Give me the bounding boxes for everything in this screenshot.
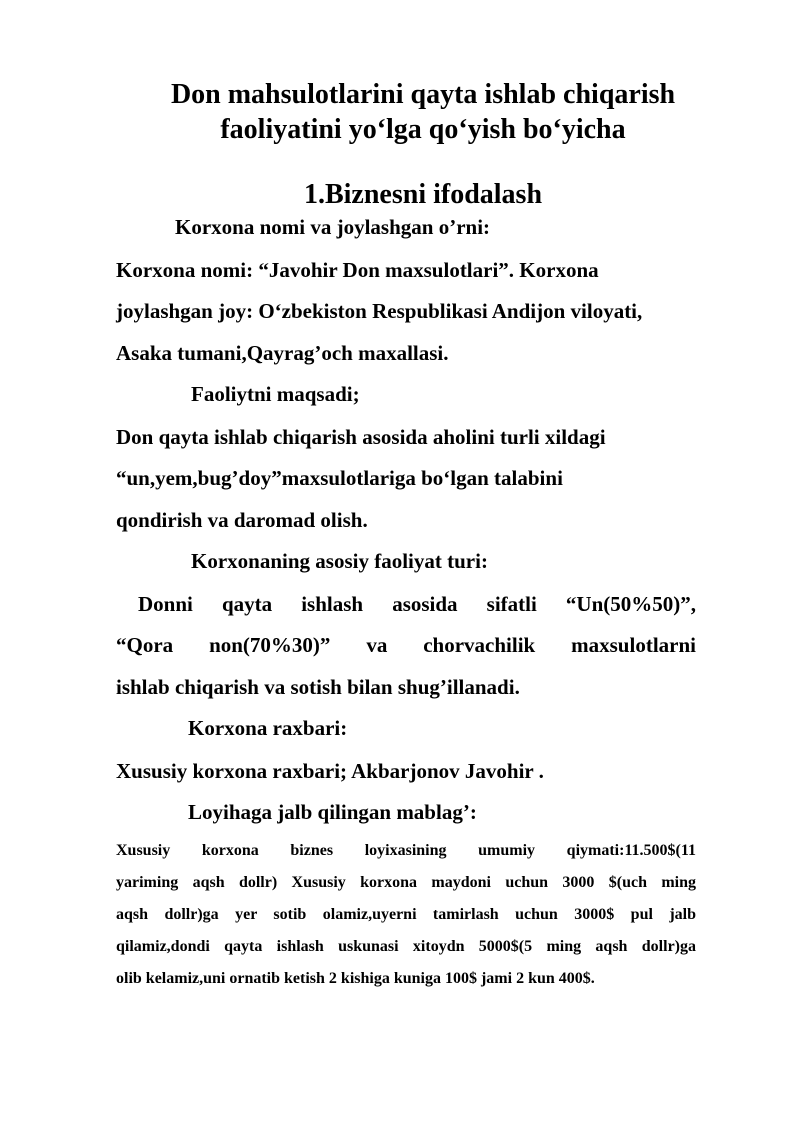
- paragraph-location-line-2: joylashgan joy: O‘zbekiston Respublikasi Andijon viloyati,: [116, 299, 643, 323]
- heading-activity: Korxonaning asosiy faoliyat turi:: [191, 549, 488, 573]
- heading-funds: Loyihaga jalb qilingan mablag’:: [188, 800, 477, 824]
- paragraph-head: Xususiy korxona raxbari; Akbarjonov Javohir .: [116, 759, 544, 783]
- paragraph-funds-line-5: olib kelamiz,uni ornatib ketish 2 kishiga kuniga 100$ jami 2 kun 400$.: [116, 970, 595, 987]
- paragraph-goal-line-2: “un,yem,bug’doy”maxsulotlariga bo‘lgan talabini: [116, 466, 563, 490]
- heading-goal: Faoliytni maqsadi;: [191, 382, 360, 406]
- section-title: 1.Biznesni ifodalash: [303, 179, 543, 210]
- document-title-line-2: faoliyatini yo‘lga qo‘yish bo‘yicha: [220, 114, 626, 145]
- paragraph-funds-line-1: Xususiy korxona biznes loyixasining umumiy qiymati:11.500$(11: [116, 842, 696, 859]
- paragraph-goal-line-3: qondirish va daromad olish.: [116, 508, 368, 532]
- heading-head: Korxona raxbari:: [188, 716, 348, 740]
- paragraph-activity-line-2: “Qora non(70%30)” va chorvachilik maxsulotlarni: [116, 633, 696, 657]
- document-title-line-1: Don mahsulotlarini qayta ishlab chiqarish: [170, 79, 676, 110]
- paragraph-location-line-3: Asaka tumani,Qayrag’och maxallasi.: [116, 341, 449, 365]
- paragraph-activity-line-3: ishlab chiqarish va sotish bilan shug’illanadi.: [116, 675, 520, 699]
- paragraph-activity-line-1: Donni qayta ishlash asosida sifatli “Un(50%50)”,: [138, 592, 696, 616]
- paragraph-funds-line-4: qilamiz,dondi qayta ishlash uskunasi xitoydn 5000$(5 ming aqsh dollr)ga: [116, 938, 696, 955]
- paragraph-location-line-1: Korxona nomi: “Javohir Don maxsulotlari”. Korxona: [116, 258, 599, 282]
- paragraph-goal-line-1: Don qayta ishlab chiqarish asosida aholini turli xildagi: [116, 425, 606, 449]
- paragraph-funds-line-3: aqsh dollr)ga yer sotib olamiz,uyerni tamirlash uchun 3000$ pul jalb: [116, 906, 696, 923]
- heading-location: Korxona nomi va joylashgan o’rni:: [175, 215, 491, 239]
- paragraph-funds-line-2: yariming aqsh dollr) Xususiy korxona maydoni uchun 3000 $(uch ming: [116, 874, 696, 891]
